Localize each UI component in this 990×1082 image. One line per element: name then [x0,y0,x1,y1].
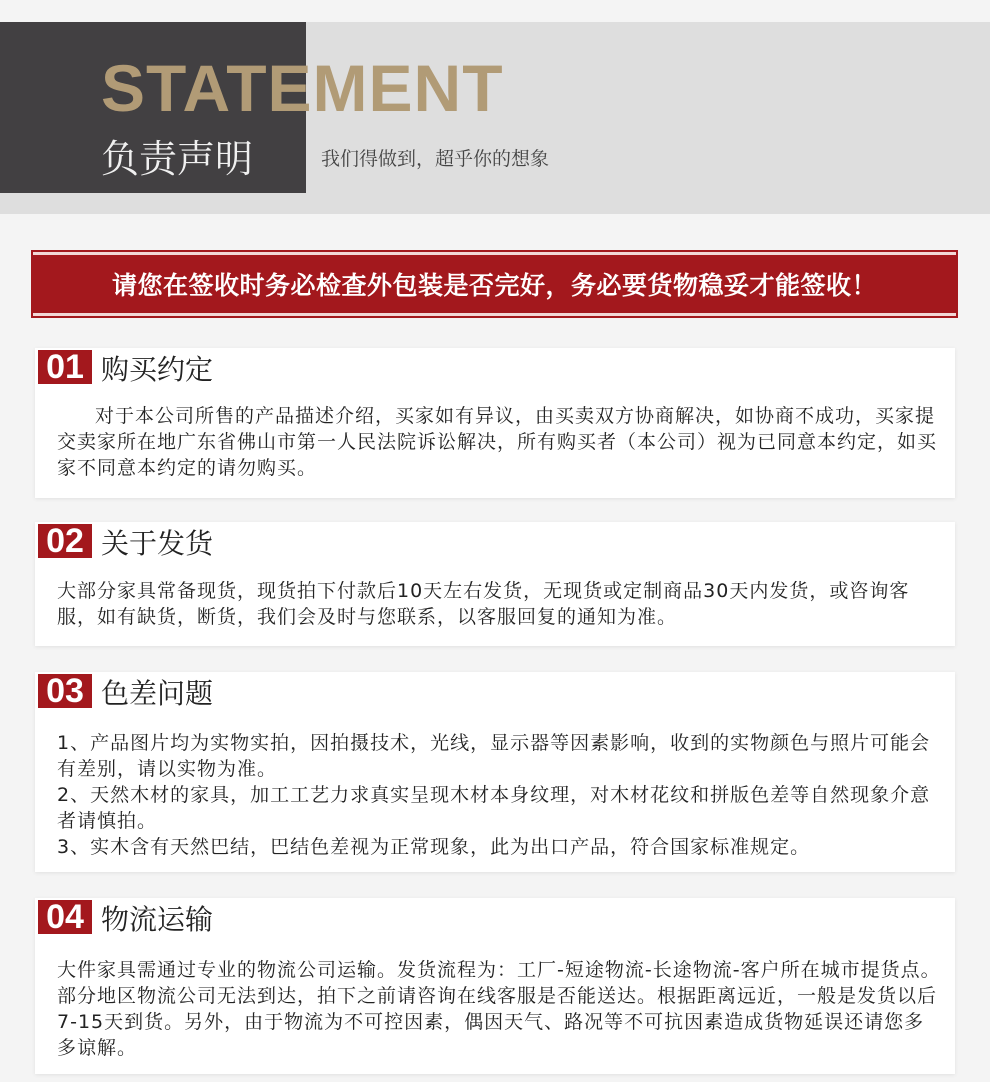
section-paragraph: 大件家具需通过专业的物流公司运输。发货流程为：工厂-短途物流-长途物流-客户所在城市提货点。部分地区物流公司无法到达，拍下之前请咨询在线客服是否能送达。根据距离远近，一般是发货以后7-15天到货。另外，由于物流为不可控因素，偶因天气、路况等不可抗因素造成货物延误还请您多多谅解。 [57,959,941,1059]
section-body [57,578,941,630]
section-number: 02 [38,524,92,558]
section-body [57,957,941,1061]
section-number: 01 [38,350,92,384]
warning-banner [33,252,956,316]
section-title: 购买约定 [101,353,214,386]
section-number: 03 [38,674,92,708]
section-number: 04 [38,900,92,934]
section-title: 物流运输 [101,903,214,936]
section-logistics [35,898,955,1074]
section-body [57,730,941,860]
section-color-difference [35,672,955,872]
header-slogan: 我们得做到，超乎你的想象 [321,148,550,170]
warning-banner-text: 请您在签收时务必检查外包装是否完好，务必要货物稳妥才能签收！ [111,271,877,300]
section-paragraph: 大部分家具常备现货，现货拍下付款后10天左右发货，无现货或定制商品30天内发货，或咨询客服，如有缺货，断货，我们会及时与您联系，以客服回复的通知为准。 [57,580,910,628]
header-title-cn: 负责声明 [101,137,254,181]
header-title-en: STATEMENT [101,51,504,125]
section-shipping [35,522,955,646]
section-paragraph: 1、产品图片均为实物实拍，因拍摄技术，光线，显示器等因素影响，收到的实物颜色与照片可能会有差别，请以实物为准。 [57,732,931,780]
section-paragraph: 2、天然木材的家具，加工工艺力求真实呈现木材本身纹理，对木材花纹和拼版色差等自然现象介意者请慎拍。 [57,784,931,832]
section-paragraph: 3、实木含有天然巴结，巴结色差视为正常现象，此为出口产品，符合国家标准规定。 [57,836,811,858]
section-purchase-agreement [35,348,955,498]
section-paragraph: 对于本公司所售的产品描述介绍，买家如有异议，由买卖双方协商解决，如协商不成功，买家提交卖家所在地广东省佛山市第一人民法院诉讼解决，所有购买者（本公司）视为已同意本约定，如买家不同意本约定的请勿购买。 [57,405,938,479]
section-title: 关于发货 [101,527,214,560]
section-title: 色差问题 [101,677,214,710]
section-body [57,403,941,481]
header [0,22,990,214]
